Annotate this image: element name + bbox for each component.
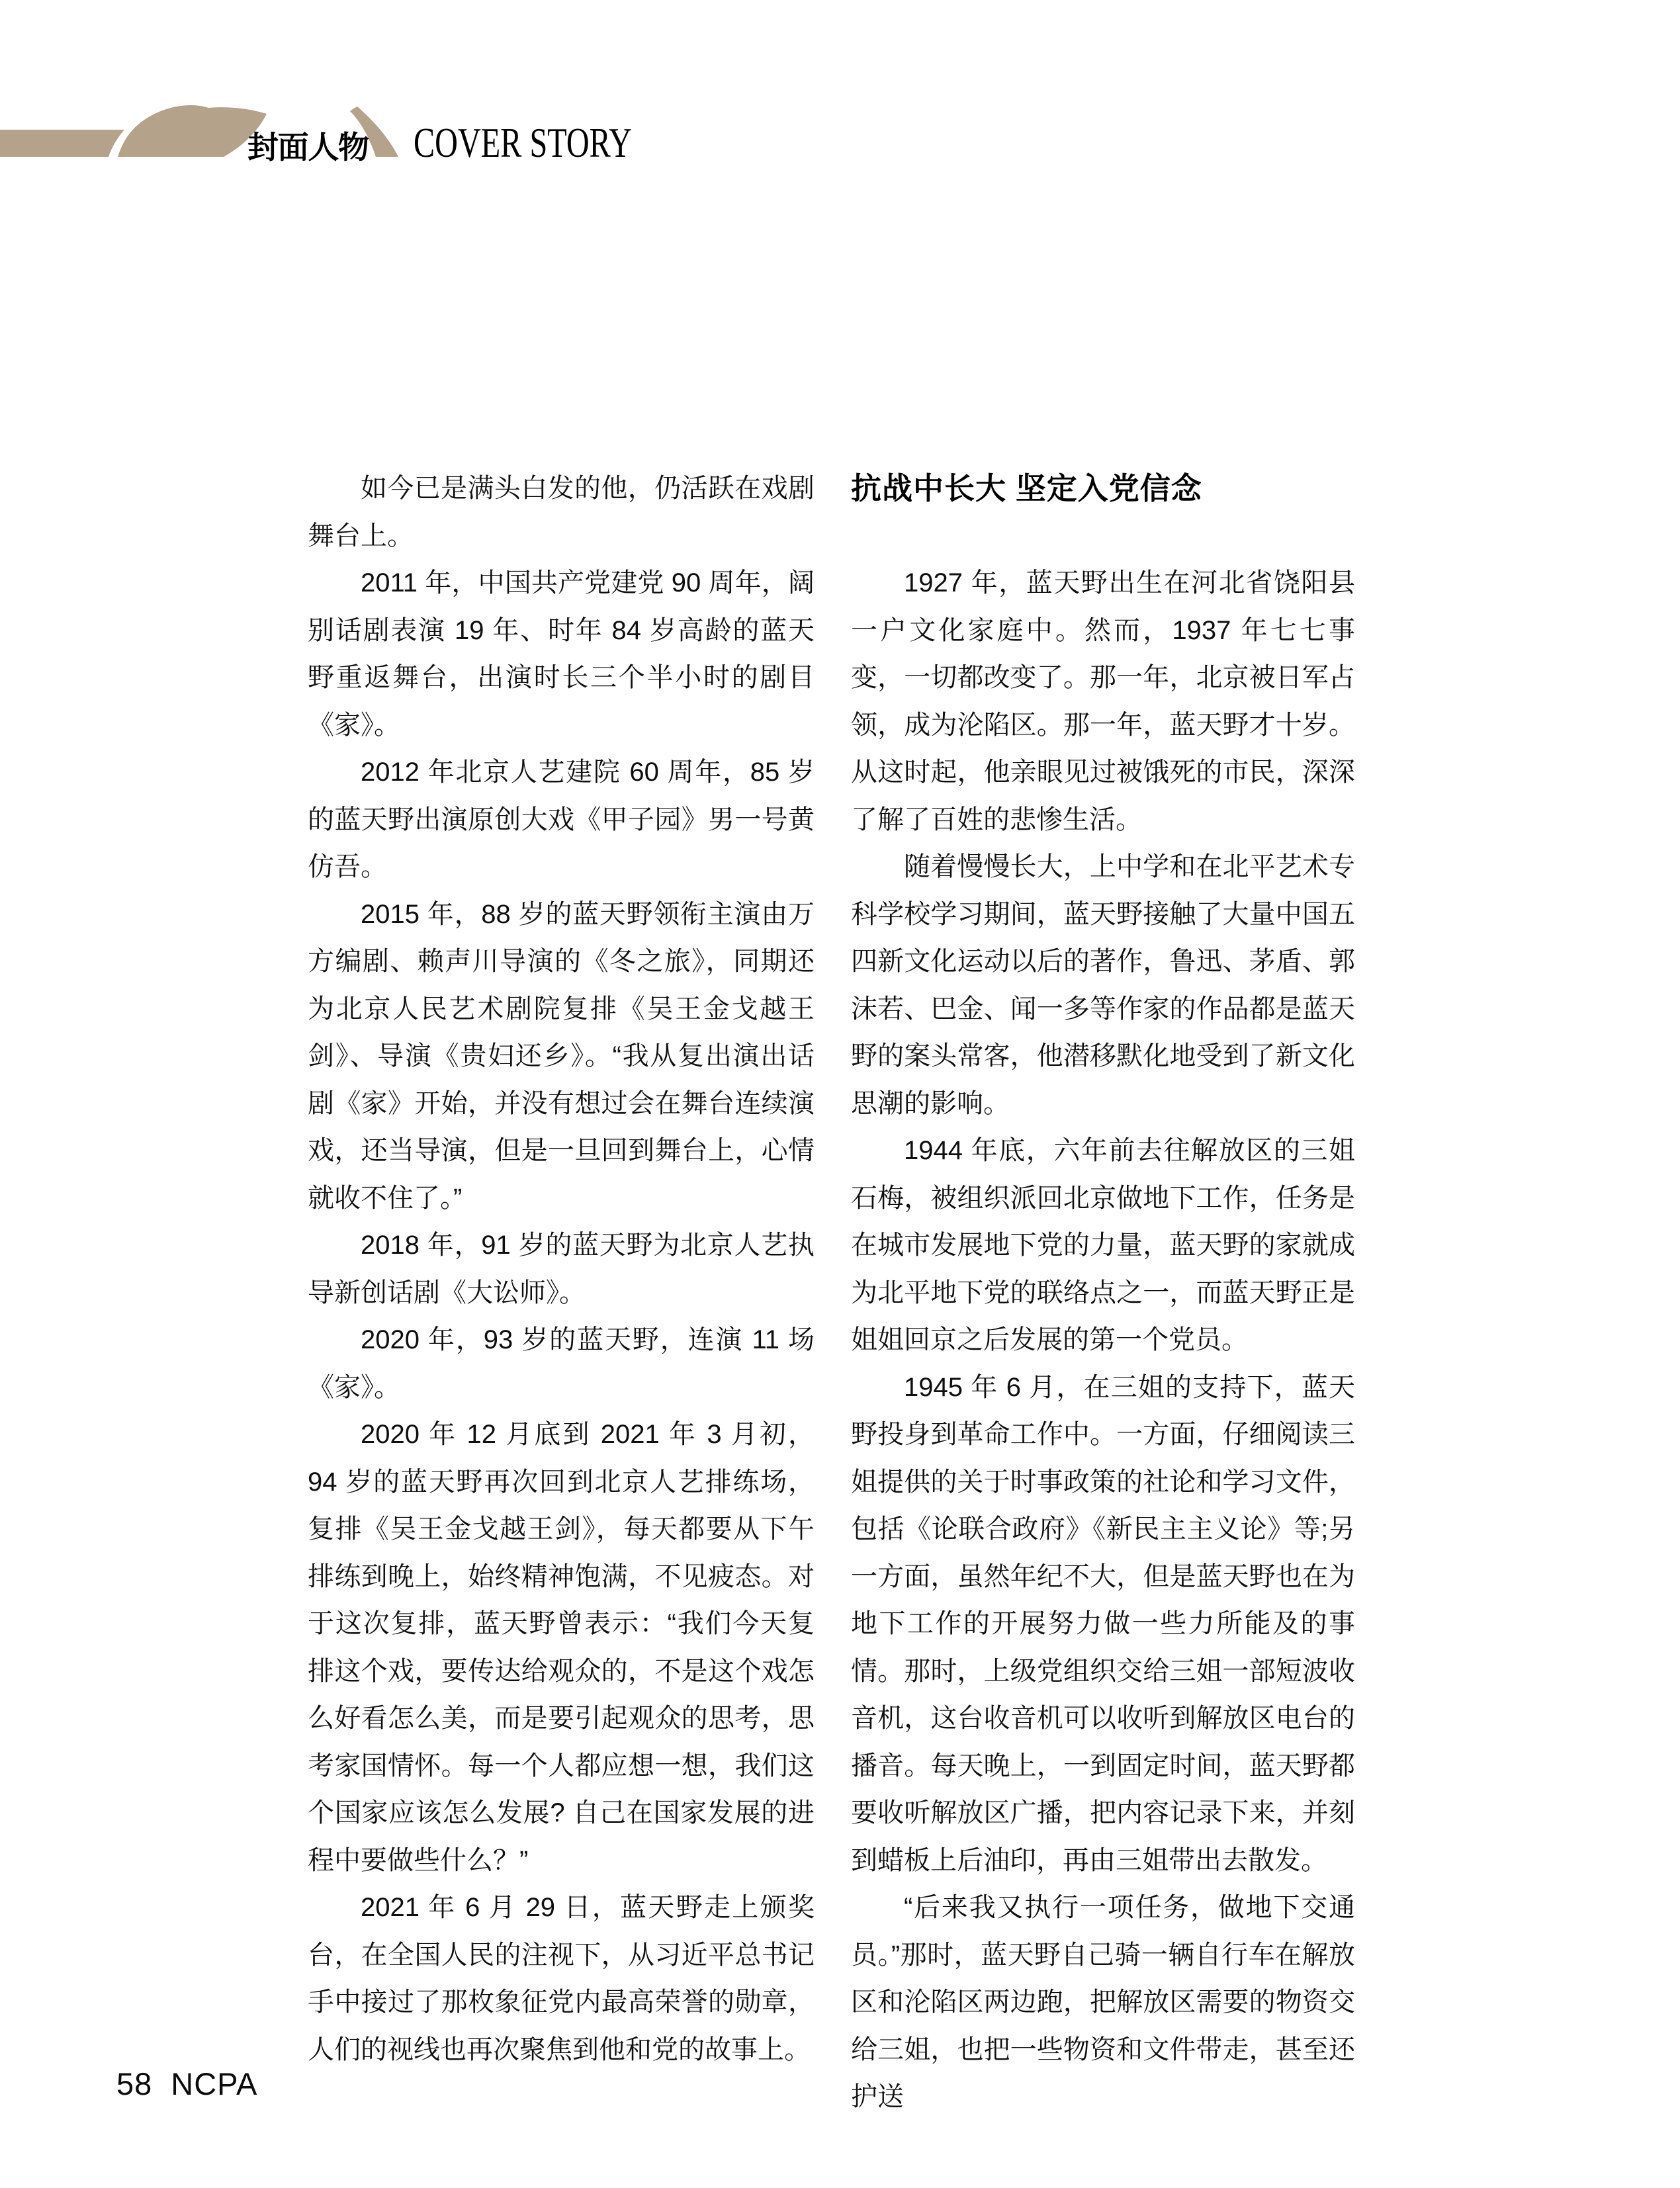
page-number: 58 [116, 2066, 153, 2101]
paragraph: 1927 年，蓝天野出生在河北省饶阳县一户文化家庭中。然而，1937 年七七事变，一切都改变了。那一年，北京被日军占领，成为沦陷区。那一年，蓝天野才十岁。从这时起，他亲眼见过被饿死的市民，深深了解了百姓的悲惨生活。 [851, 568, 1355, 834]
paragraph: 随着慢慢长大，上中学和在北平艺术专科学校学习期间，蓝天野接触了大量中国五四新文化运动以后的著作，鲁迅、茅盾、郭沫若、巴金、闻一多等作家的作品都是蓝天野的案头常客，他潜移默化地受到了新文化思潮的影响。 [851, 852, 1355, 1118]
paragraph: 2015 年，88 岁的蓝天野领衔主演由万方编剧、赖声川导演的《冬之旅》，同期还为北京人民艺术剧院复排《吴王金戈越王剑》、导演《贵妇还乡》。“我从复出演出话剧《家》开始，并没有想过会在舞台连续演戏，还当导演，但是一旦回到舞台上，心情就收不住了。” [308, 899, 815, 1213]
paragraph: 如今已是满头白发的他，仍活跃在戏剧舞台上。 [308, 474, 815, 550]
paragraph: 2012 年北京人艺建院 60 周年，85 岁的蓝天野出演原创大戏《甲子园》男一号黄仿吾。 [308, 758, 815, 881]
section-header [0, 0, 695, 198]
section-heading: 抗战中长大 坚定入党信念 [851, 471, 1202, 505]
section-title-en: COVER STORY [414, 120, 632, 166]
paragraph: 2020 年 12 月底到 2021 年 3 月初，94 岁的蓝天野再次回到北京人艺排练场，复排《吴王金戈越王剑》，每天都要从下午排练到晚上，始终精神饱满，不见疲态。对于这次复排，蓝天野曾表示：“我们今天复排这个戏，要传达给观众的，不是这个戏怎么好看怎么美，而是要引起观众的思考，思考家国情怀。每一个人都应想一想，我们这个国家应该怎么发展? 自己在国家发展的进程中要做些什么？” [308, 1420, 815, 1875]
magazine-brand: NCPA [171, 2066, 258, 2101]
article-column-left [308, 465, 815, 2074]
paragraph: 2021 年 6 月 29 日，蓝天野走上颁奖台，在全国人民的注视下，从习近平总书记手中接过了那枚象征党内最高荣誉的勋章，人们的视线也再次聚焦到他和党的故事上。 [308, 1893, 815, 2064]
paragraph: 2011 年，中国共产党建党 90 周年，阔别话剧表演 19 年、时年 84 岁高龄的蓝天野重返舞台，出演时长三个半小时的剧目《家》。 [308, 568, 815, 740]
header-leaf-swoosh [118, 105, 267, 157]
paragraph: 1944 年底，六年前去往解放区的三姐石梅，被组织派回北京做地下工作，任务是在城市发展地下党的力量，蓝天野的家就成为北平地下党的联络点之一，而蓝天野正是姐姐回京之后发展的第一个党员。 [851, 1136, 1355, 1354]
paragraph: 2020 年，93 岁的蓝天野，连演 11 场《家》。 [308, 1325, 815, 1402]
paragraph: 1945 年 6 月，在三姐的支持下，蓝天野投身到革命工作中。一方面，仔细阅读三姐提供的关于时事政策的社论和学习文件，包括《论联合政府》《新民主主义论》等;另一方面，虽然年纪不大，但是蓝天野也在为地下工作的开展努力做一些力所能及的事情。那时，上级党组织交给三姐一部短波收音机，这台收音机可以收听到解放区电台的播音。每天晚上，一到固定时间，蓝天野都要收听解放区广播，把内容记录下来，并刻到蜡板上后油印，再由三姐带出去散发。 [851, 1372, 1355, 1875]
paragraph: “后来我又执行一项任务，做地下交通员。”那时，蓝天野自己骑一辆自行车在解放区和沦陷区两边跑，把解放区需要的物资交给三姐，也把一些物资和文件带走，甚至还护送 [851, 1893, 1355, 2111]
section-title-zh: 封面人物 [247, 130, 369, 165]
article-column-right [851, 465, 1355, 2121]
paragraph: 2018 年，91 岁的蓝天野为北京人艺执导新创话剧《大讼师》。 [308, 1231, 815, 1307]
section-logo [0, 0, 695, 198]
page-footer [116, 2067, 257, 2101]
header-accent-bar [0, 130, 124, 157]
